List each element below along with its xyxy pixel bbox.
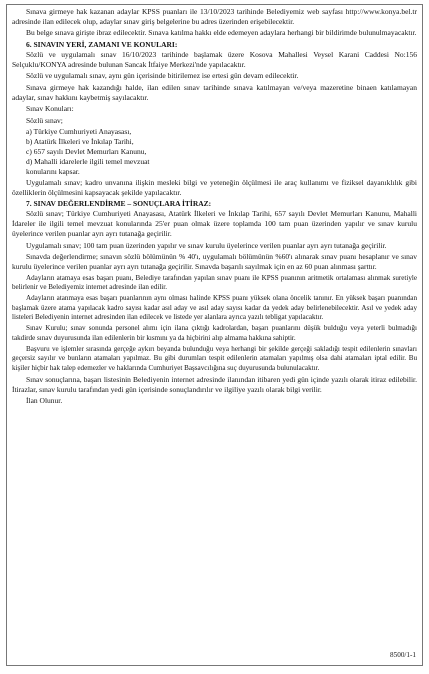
exam-topics-list [12, 127, 417, 177]
paragraph-board-rights: Sınav Kurulu; sınav sonunda personel alımı için ilana çıktığı kadrolardan, başarı puanlarını düşük bulduğu veya yeterli bulmadığı takdirde sınav duyurusunda ilan edilenlerin bir kısmını ya da hiçbirini alıp almama hakkına sahiptir. [12, 324, 417, 342]
closing-text: İlan Olunur. [26, 396, 63, 406]
exam-topics-title: Sınav Konuları: [26, 104, 74, 114]
paragraph-exam-location: Sözlü ve uygulamalı sınav 16/10/2023 tarihinde başlamak üzere Kosova Mahallesi Veysel Karani Caddesi No:156 Selçuklu/KONYA adresinde bulunan Sancak İtfaiye Merkezi'nde yapılacaktır. [12, 49, 417, 70]
paragraph-absence-rule: Sınava girmeye hak kazandığı halde, ilan edilen sınav tarihinde sınava katılmayan ve/veya mazeretine binaen katılamayan adaylar, sınav hakkını kaybetmiş sayılacaktır. [12, 82, 417, 102]
list-item: c) 657 sayılı Devlet Memurları Kanunu, [26, 147, 147, 157]
paragraph-objection: Sınav sonuçlarına, başarı listesinin Belediyenin internet adresinde ilanından itibaren yedi gün içinde yazılı olarak itiraz edilebilir. İtirazlar, sınav kurulu tarafından yedi gün içerisinde sonuçlandırılır ve ilgiliye yazılı olarak bilgi verilir. [12, 374, 417, 394]
section-heading-7: 7. SINAV DEĞERLENDİRME – SONUÇLARA İTİRAZ: [26, 199, 212, 209]
paragraph-tie-rule: Adayların atanmaya esas başarı puanlarının aynı olması halinde KPSS puanı yüksek olana öncelik tanınır. En yüksek başarı puanından başlamak üzere atama yapılacak kadro sayısı kadar asıl aday ve asıl aday sayısı kadar da yedek aday belirlenebilecektir. Asıl ve yedek aday listeleri Belediyenin internet adresinden ilan edilecek ve listede yer alanlara ayrıca yazılı tebligat yapılacaktır. [12, 294, 417, 322]
paragraph-document-notice: Bu belge sınava girişte ibraz edilecektir. Sınava katılma hakkı elde edemeyen adaylara herhangi bir bildirimde bulunulmayacaktır. [26, 28, 417, 38]
list-item: d) Mahalli idarelerle ilgili temel mevzuat [26, 157, 150, 167]
list-item: a) Türkiye Cumhuriyeti Anayasası, [26, 127, 132, 137]
paragraph-false-statement: Başvuru ve işlemler sırasında gerçeğe aykırı beyanda bulunduğu veya herhangi bir şekilde gerçeği sakladığı tespit edilenlerin sınavları geçersiz sayılır ve bunların atamaları yapılmaz. Bu gibi durumları tespit edilenlerin atamaları yapılmış olsa dahi atamaları iptal edilir. Bu kişiler hiçbir hak talep edemezler ve haklarında Cumhuriyet Başsavcılığına suç duyurusunda bulunulacaktır. [12, 344, 417, 372]
section-heading-6: 6. SINAVIN YERİ, ZAMANI VE KONULARI: [26, 39, 178, 49]
list-item: konularını kapsar. [26, 167, 80, 177]
paragraph-exam-entry: Sınava girmeye hak kazanan adaylar KPSS puanları ile 13/10/2023 tarihinde Belediyemiz web sayfası http://www.konya.bel.tr adresinde ilan edilecek olup, adaylar sınav giriş belgelerine bu adres üzerinden erişebilecektir. [12, 7, 417, 27]
paragraph-practical-scoring: Uygulamalı sınav; 100 tam puan üzerinden yapılır ve sınav kurulu üyelerince verilen puanlar ayrı ayrı tutanağa geçirilir. [26, 240, 387, 250]
paragraph-success-score: Adayların atamaya esas başarı puanı, Belediye tarafından yapılan sınav puanı ile KPSS puanının aritmetik ortalaması alınmak suretiyle belirlenir ve Belediyemiz internet adresinde ilan edilir. [12, 273, 417, 292]
announcement-code: 8500/1-1 [390, 650, 416, 659]
paragraph-evaluation: Sınavda değerlendirme; sınavın sözlü bölümünün % 40'ı, uygulamalı bölümünün %60'ı alınarak sınav puanı hesaplanır ve sınav kurulu üyelerince verilen puanlar ayrı ayrı tutanağa geçirilir. Sınavda başarılı sayılmak için en az 60 puan alınması şarttır. [12, 252, 417, 272]
oral-exam-title: Sözlü sınav; [26, 115, 63, 125]
paragraph-oral-scoring: Sözlü sınav; Türkiye Cumhuriyeti Anayasası, Atatürk İlkeleri ve İnkılap Tarihi, 657 sayılı Devlet Memurları Kanunu, Mahalli İdareler ile ilgili temel mevzuat konularında 25'er puan olmak üzere toplamda 100 tam puan üzerinden yapılır ve sınav kurulu üyelerince verilen puanlar ayrı ayrı tutanağa geçirilir. [12, 209, 417, 239]
announcement-page [6, 4, 423, 666]
list-item: b) Atatürk İlkeleri ve İnkılap Tarihi, [26, 137, 134, 147]
paragraph-practical-exam: Uygulamalı sınav; kadro unvanına ilişkin mesleki bilgi ve yeteneğin ölçülmesi ile araç kullanımı ve fiziksel dayanıklılık gibi özelliklerin ölçülmesini kapsayacak şekilde yapılacaktır. [12, 177, 417, 197]
paragraph-exam-continuation: Sözlü ve uygulamalı sınav, aynı gün içerisinde bitirilemez ise ertesi gün devam edilecektir. [26, 71, 299, 81]
